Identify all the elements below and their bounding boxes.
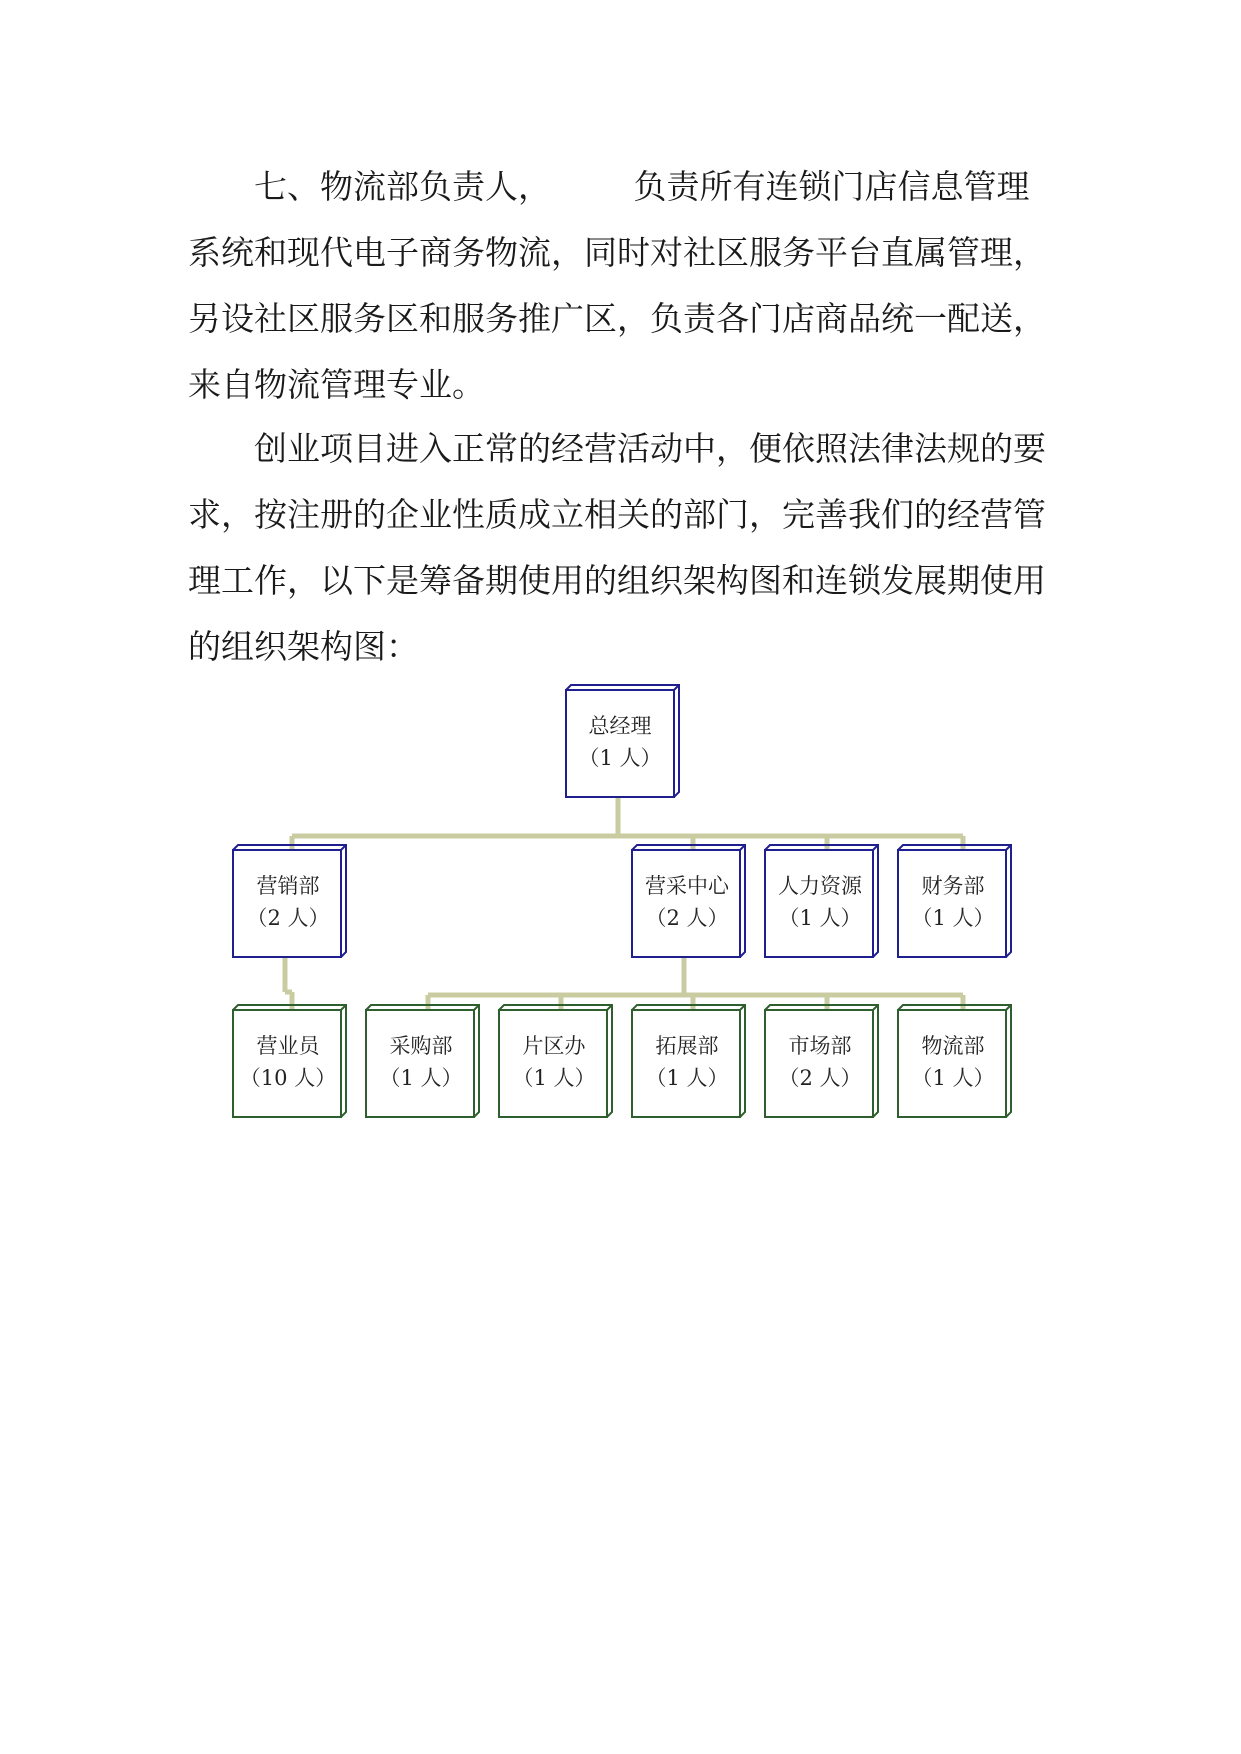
- node-count: （1 人）: [645, 1066, 729, 1090]
- node-name: 营业员: [256, 1034, 320, 1058]
- node-count: （2 人）: [246, 906, 330, 930]
- node-count: （2 人）: [645, 906, 729, 930]
- node-name: 总经理: [588, 714, 652, 738]
- node-count: （1 人）: [911, 1066, 995, 1090]
- node-name: 片区办: [522, 1034, 586, 1058]
- org-node-procurement: [366, 1005, 479, 1117]
- text-line: 创业项目进入正常的经营活动中，便依照法律法规的要: [254, 429, 1046, 468]
- org-node-marketing: [233, 845, 346, 957]
- node-name: 财务部: [921, 874, 985, 898]
- text-line: 求，按注册的企业性质成立相关的部门，完善我们的经营管: [188, 495, 1046, 534]
- node-name: 营销部: [256, 874, 320, 898]
- node-count: （1 人）: [911, 906, 995, 930]
- org-node-logistics: [898, 1005, 1011, 1117]
- org-node-district-office: [499, 1005, 612, 1117]
- node-count: （1 人）: [578, 746, 662, 770]
- text-line: 理工作，以下是筹备期使用的组织架构图和连锁发展期使用: [188, 561, 1046, 600]
- org-node-sales-staff: [233, 1005, 346, 1117]
- text-line: 系统和现代电子商务物流，同时对社区服务平台直属管理，: [188, 233, 1046, 272]
- node-count: （1 人）: [512, 1066, 596, 1090]
- node-name: 采购部: [389, 1034, 453, 1058]
- node-name: 人力资源: [778, 874, 862, 898]
- org-node-expansion: [632, 1005, 745, 1117]
- org-node-finance: [898, 845, 1011, 957]
- node-count: （1 人）: [379, 1066, 463, 1090]
- node-name: 物流部: [921, 1034, 985, 1058]
- node-count: （10 人）: [239, 1066, 337, 1090]
- node-name: 营采中心: [645, 874, 729, 898]
- org-node-purchasing-center: [632, 845, 745, 957]
- text-line: 的组织架构图：: [188, 627, 419, 666]
- node-count: （1 人）: [778, 906, 862, 930]
- node-name: 市场部: [788, 1034, 852, 1058]
- node-count: （2 人）: [778, 1066, 862, 1090]
- text-line: 另设社区服务区和服务推广区，负责各门店商品统一配送，: [188, 299, 1046, 338]
- org-node-market: [765, 1005, 878, 1117]
- text-line: 七、物流部负责人， 负责所有连锁门店信息管理: [254, 167, 1030, 206]
- org-node-hr: [765, 845, 878, 957]
- node-name: 拓展部: [655, 1034, 719, 1058]
- text-line: 来自物流管理专业。: [188, 365, 485, 404]
- org-node-gm: [566, 685, 679, 797]
